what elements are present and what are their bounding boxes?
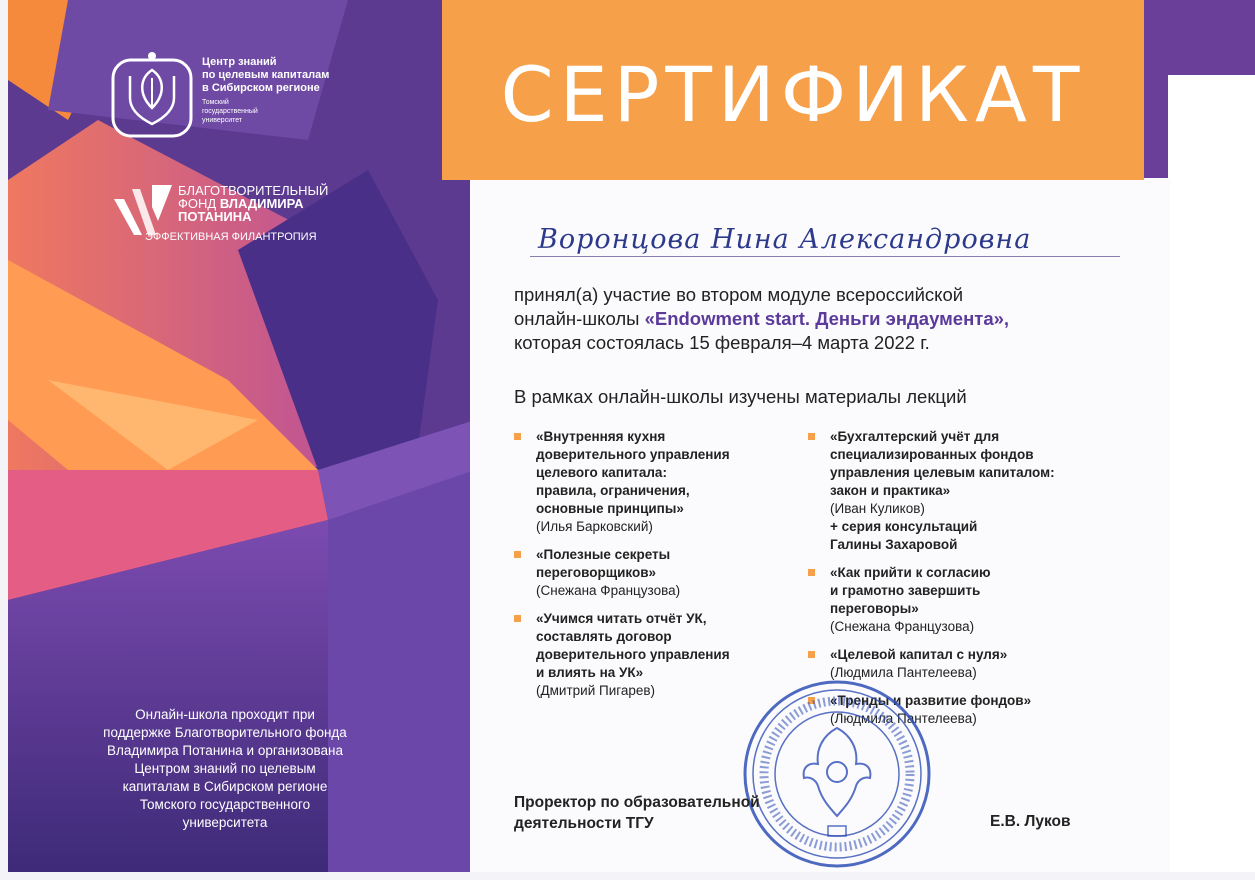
intro-text [514, 283, 1114, 355]
lecture-item [514, 546, 784, 600]
fund-logo-line3: ПОТАНИНА [178, 209, 252, 224]
support-note: Онлайн-школа проходит при поддержке Благотворительного фонда Владимира Потанина и организована Центром знаний по целевым капиталам в Сибирском регионе Томского государственного университета [103, 707, 347, 830]
lecture-title: «Как прийти к согласию и грамотно завершить переговоры» [830, 565, 991, 616]
right-white-strip [1168, 75, 1255, 872]
intro-line2 [514, 307, 1114, 331]
lecture-title: «Внутренняя кухня доверительного управления целевого капитала: правила, ограничения, основные принципы» [536, 429, 730, 516]
signer-name: Е.В. Луков [990, 813, 1071, 830]
lecture-title: «Учимся читать отчёт УК, составлять договор доверительного управления и влиять на УК» [536, 611, 730, 680]
center-logo-sub-text: Томский государственный университет [202, 99, 258, 124]
recipient-underline [530, 256, 1120, 257]
lecture-title: «Целевой капитал с нуля» [830, 647, 1008, 662]
lectures-heading: В рамках онлайн-школы изучены материалы лекций [514, 386, 967, 407]
center-logo-name [202, 56, 329, 95]
header-block [442, 0, 1144, 180]
fund-logo-line2b: ВЛАДИМИРА [219, 196, 304, 211]
lectures-left-column [514, 428, 784, 710]
recipient-name: Воронцова Нина Александровна [538, 224, 1032, 255]
bullet-icon [514, 433, 521, 440]
center-logo-icon [110, 48, 200, 140]
bullet-icon [514, 615, 521, 622]
lecture-item [808, 428, 1078, 554]
lecture-title: «Полезные секреты переговорщиков» [536, 547, 671, 580]
lecture-author: (Иван Куликов) [830, 501, 925, 516]
recipient-block [530, 222, 1120, 262]
lecture-title: «Тренды и развитие фондов» [830, 693, 1032, 708]
bullet-icon [808, 569, 815, 576]
certificate-title: СЕРТИФИКАТ [500, 50, 1086, 139]
lecture-author: (Снежана Французова) [536, 583, 681, 598]
bullet-icon [514, 551, 521, 558]
lecture-author: (Снежана Французова) [830, 619, 975, 634]
fund-logo-line1: БЛАГОТВОРИТЕЛЬНЫЙ [178, 183, 329, 198]
center-logo-name-text: Центр знаний по целевым капиталам в Сибирском регионе [202, 56, 330, 94]
lecture-author: (Людмила Пантелеева) [830, 665, 977, 680]
official-stamp-icon [738, 676, 936, 872]
lecture-title: «Бухгалтерский учёт для специализированных фондов управления целевым капиталом: закон и практика» [830, 429, 1055, 498]
fund-logo-text [178, 184, 328, 223]
center-logo-sub [202, 98, 258, 125]
intro-line3: которая состоялась 15 февраля–4 марта 2022 г. [514, 332, 930, 353]
school-name: «Endowment start. Деньги эндаумента», [644, 308, 1010, 329]
signer-role: Проректор по образовательной деятельности ТГУ [514, 794, 760, 832]
lecture-extra: + серия консультаций Галины Захаровой [830, 519, 978, 552]
lecture-author: (Людмила Пантелеева) [830, 711, 977, 726]
intro-line2-prefix: онлайн-школы [514, 308, 645, 329]
bullet-icon [808, 651, 815, 658]
intro-line1: принял(а) участие во втором модуле всероссийской [514, 284, 964, 305]
fund-logo-icon [112, 183, 174, 238]
fund-logo-tagline: ЭФФЕКТИВНАЯ ФИЛАНТРОПИЯ [145, 231, 317, 243]
bullet-icon [808, 433, 815, 440]
lecture-item [514, 428, 784, 536]
lecture-author: (Илья Барковский) [536, 519, 653, 534]
lecture-author: (Дмитрий Пигарев) [536, 683, 656, 698]
fund-logo-line2a: ФОНД [178, 196, 220, 211]
lecture-item [808, 564, 1078, 636]
